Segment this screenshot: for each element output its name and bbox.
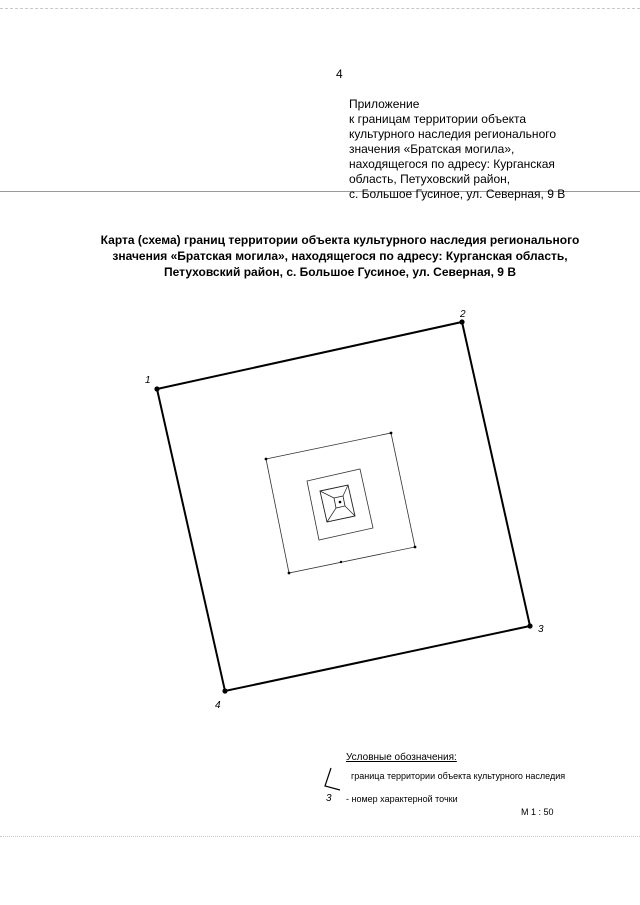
monument-center — [339, 501, 342, 504]
legend-boundary-symbol — [322, 766, 346, 792]
map-scale: М 1 : 50 — [521, 807, 554, 817]
bottom-rule — [0, 836, 640, 837]
point-label-4: 4 — [215, 700, 221, 711]
point-label-2: 2 — [460, 309, 466, 320]
monument-base — [307, 469, 373, 540]
map-title — [60, 232, 620, 280]
appendix-line: Приложение — [349, 97, 420, 111]
legend-point-number: 3 — [326, 793, 332, 804]
point-label-3: 3 — [538, 624, 544, 635]
map-title-line: Петуховский район, с. Большое Гусиное, ул. Северная, 9 В — [164, 265, 516, 279]
page-number: 4 — [336, 67, 343, 81]
fence-mark — [340, 561, 342, 563]
boundary-scheme — [0, 300, 640, 720]
map-title-line: значения «Братская могила», находящегося по адресу: Курганская область, — [112, 249, 568, 263]
top-rule — [0, 8, 640, 9]
pedestal-edge — [343, 485, 348, 496]
appendix-line: область, Петуховский район, — [349, 172, 511, 186]
boundary-point-2 — [459, 319, 464, 324]
pedestal-edge — [320, 491, 334, 498]
boundary-point-4 — [222, 688, 227, 693]
legend-boundary-text: граница территории объекта культурного наследия — [351, 771, 566, 781]
appendix-line: с. Большое Гусиное, ул. Северная, 9 В — [349, 187, 566, 201]
point-label-1: 1 — [145, 375, 151, 386]
appendix-block — [349, 97, 629, 202]
pedestal-edge — [327, 508, 336, 522]
fence-corner — [390, 432, 393, 435]
legend-point-text: - номер характерной точки — [346, 794, 458, 804]
fence-corner — [288, 572, 291, 575]
appendix-line: культурного наследия регионального — [349, 127, 557, 141]
boundary-point-1 — [154, 386, 159, 391]
fence-corner — [265, 458, 268, 461]
boundary-point-3 — [527, 623, 532, 628]
appendix-line: к границам территории объекта — [349, 112, 527, 126]
fence-corner — [414, 546, 417, 549]
map-title-line: Карта (схема) границ территории объекта культурного наследия регионального — [100, 233, 580, 247]
appendix-line: значения «Братская могила», — [349, 142, 515, 156]
monument-pedestal — [320, 485, 355, 522]
legend-title: Условные обозначения: — [346, 752, 457, 763]
appendix-line: находящегося по адресу: Курганская — [349, 157, 555, 171]
